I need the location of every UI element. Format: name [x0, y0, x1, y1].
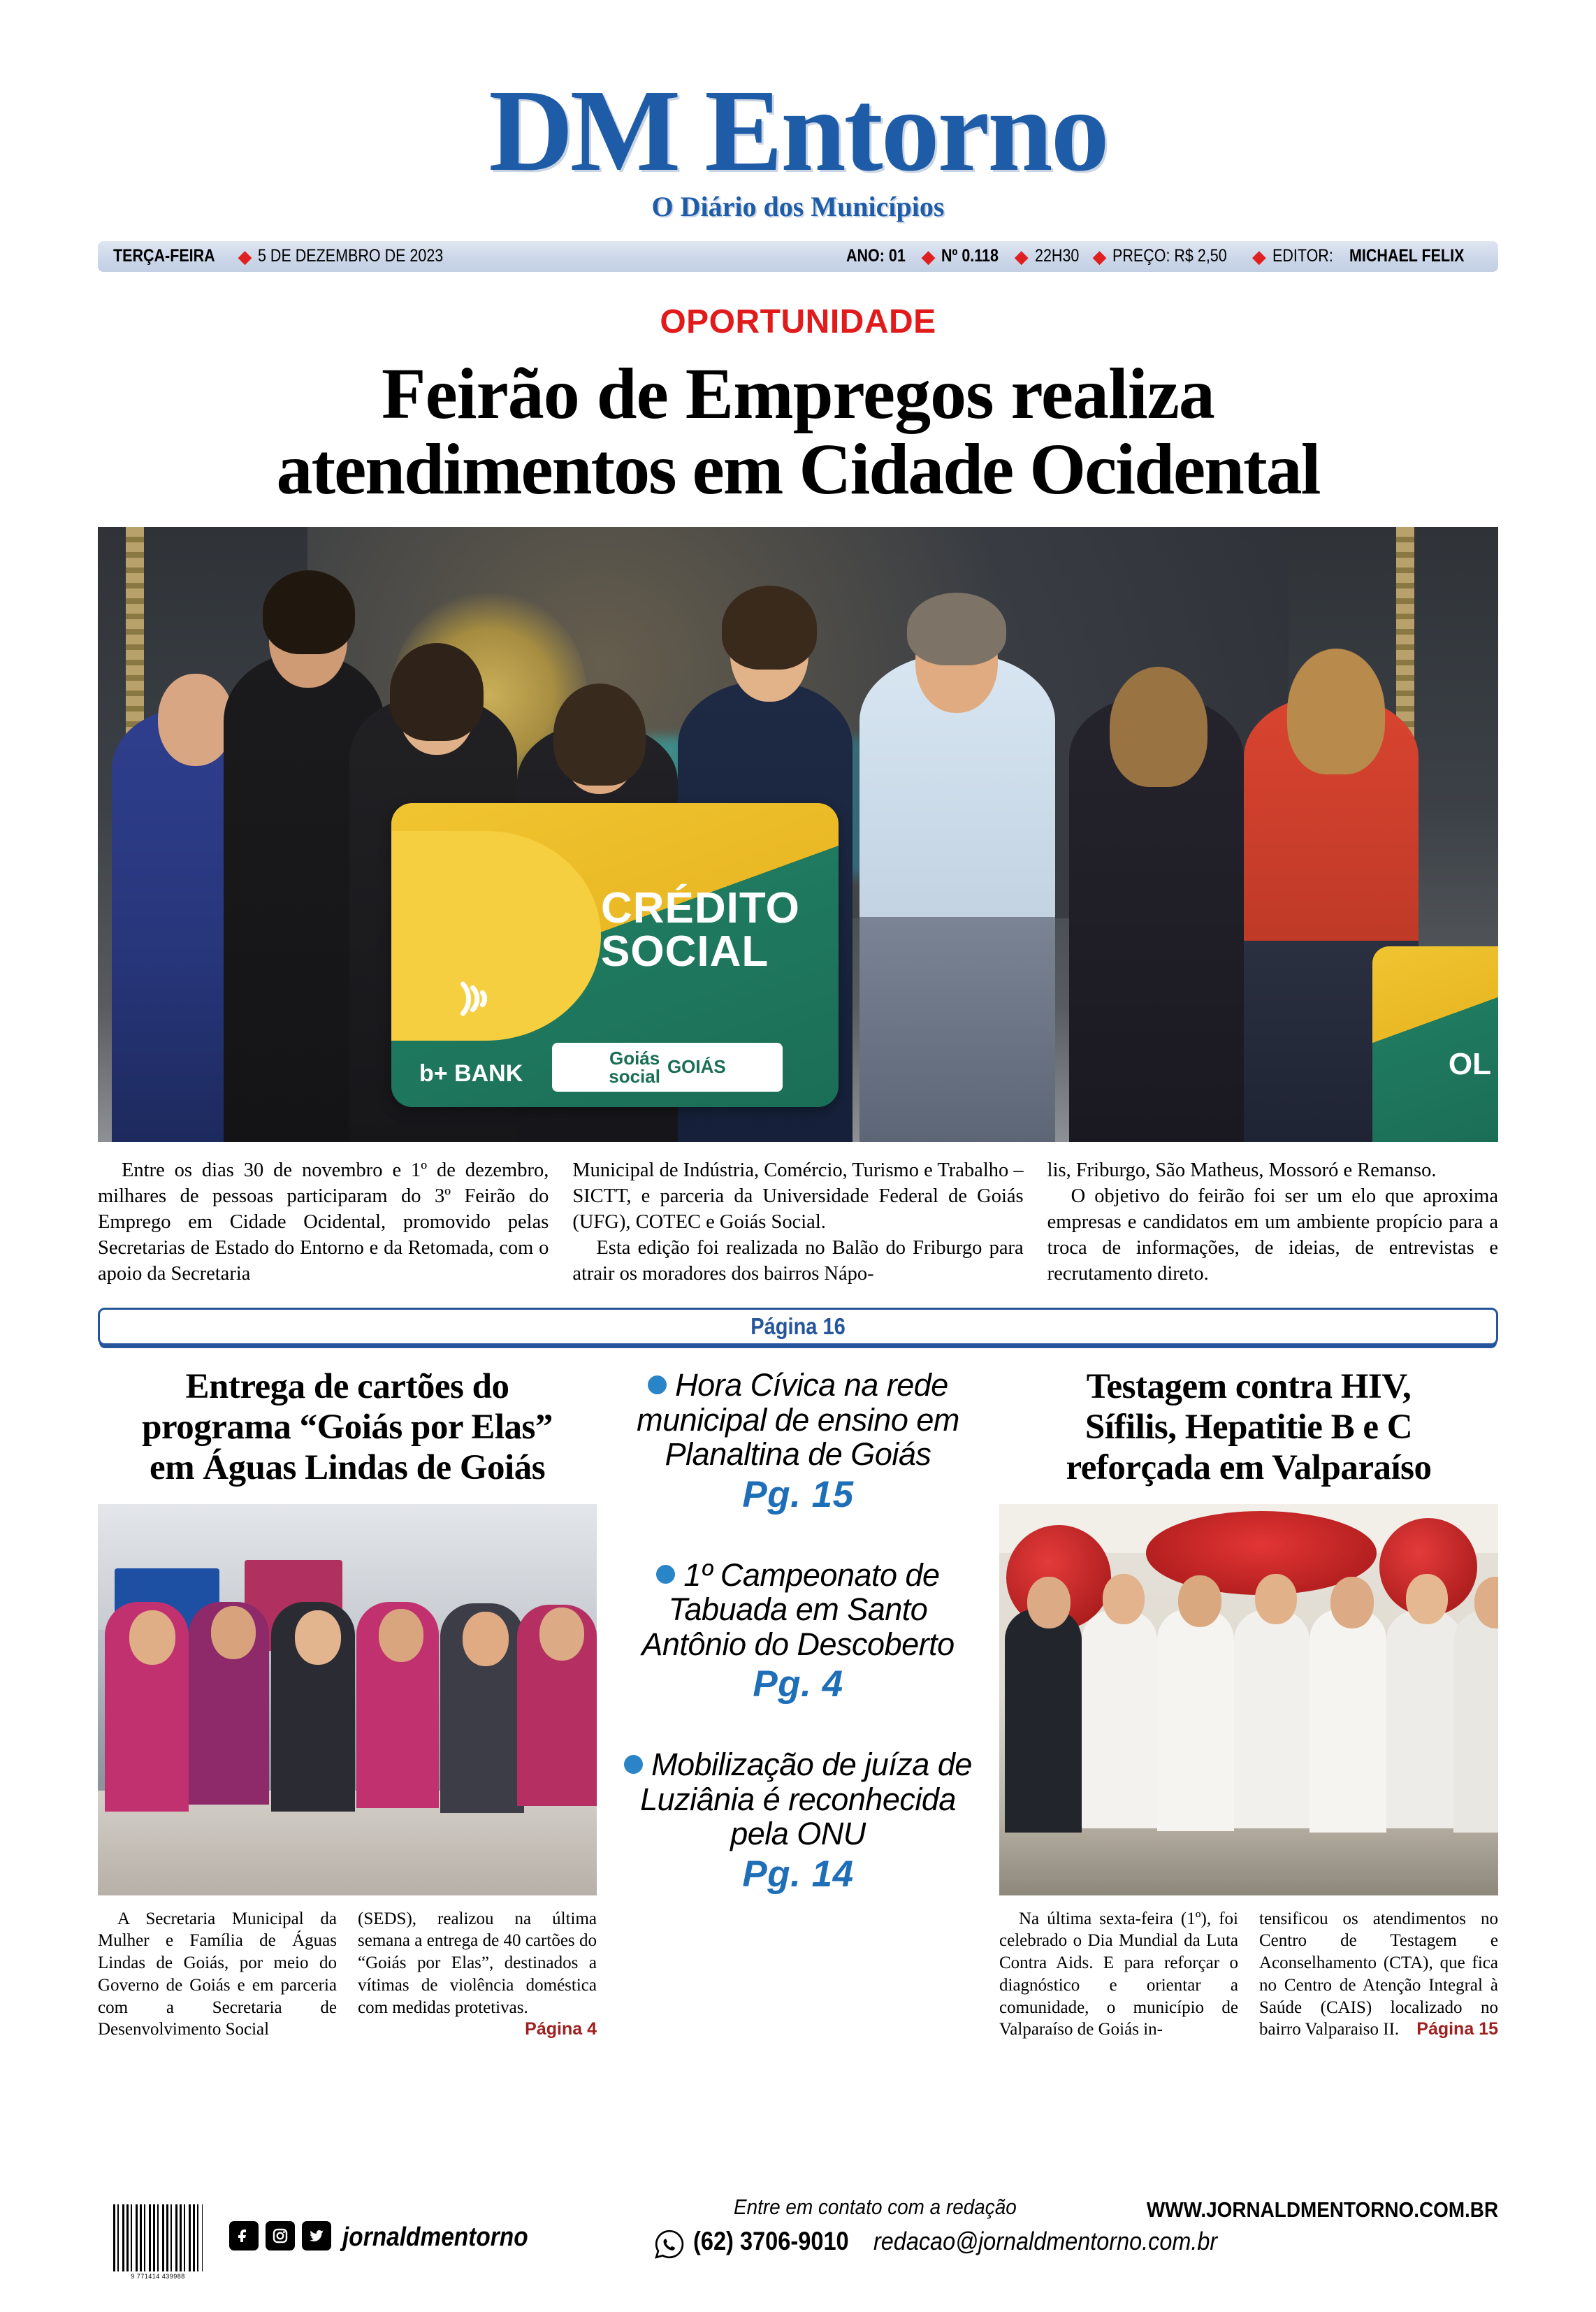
story-right-caption-text: tensificou os atendimentos no Centro de Testagem e Aconselhamento (CTA), que fica no Centro de Atenção Integral à Saúde (CAIS) localizado no bairro Valparaiso II. [1259, 1909, 1498, 2039]
issue-info-bar [98, 241, 1498, 272]
story-left-head-5 [463, 1612, 509, 1666]
bullet-icon [648, 1375, 667, 1394]
card-title-line2: SOCIAL [601, 927, 769, 976]
issue-weekday: TERÇA-FEIRA [113, 246, 215, 266]
diamond-icon: ◆ [238, 245, 252, 267]
story-right-person-5 [1310, 1609, 1386, 1833]
contact-note: Entre em contato com a redação [734, 2195, 1017, 2219]
story-left-caption [98, 1908, 597, 2042]
credito-social-card [391, 803, 839, 1107]
card-title [601, 883, 800, 976]
issue-date: 5 DE DEZEMBRO DE 2023 [258, 246, 444, 266]
story-right-caption-col1: Na última sexta-feira (1º), foi celebrado o Dia Mundial da Luta Contra Aids. E para reforçar o diagnóstico e orientar a comunidade, o município de Valparaíso de Goiás in- [999, 1909, 1238, 2039]
lead-column-2 [572, 1157, 1023, 1287]
lead-headline-line2: atendimentos em Cidade Ocidental [276, 428, 1320, 510]
diamond-icon: ◆ [1252, 245, 1266, 267]
teaser-item-2-page: Pg. 4 [753, 1663, 843, 1705]
contactless-icon [451, 974, 500, 1023]
story-left-headline-line3: em Águas Lindas de Goiás [149, 1448, 546, 1488]
social-handle: jornaldmentorno [342, 2223, 528, 2252]
whatsapp-icon[interactable] [653, 2228, 685, 2260]
photo-person-3-hair [390, 643, 484, 741]
story-left-headline-line1: Entrega de cartões do [185, 1367, 509, 1407]
lead-paragraph-2b: Esta edição foi realizada no Balão do Friburgo para atrair os moradores dos bairros Nápo- [572, 1237, 1024, 1285]
teaser-item-2-label: 1º Campeonato de Tabuada em Santo Antônio do Descoberto [641, 1556, 955, 1662]
photo-person-4-hair [553, 684, 646, 786]
story-left-page-ref: Página 4 [525, 2019, 597, 2039]
twitter-icon[interactable] [302, 2221, 331, 2250]
story-right [999, 1366, 1498, 2041]
story-left-headline-line2: programa “Goiás por Elas” [142, 1408, 553, 1447]
photo-person-7-hair [1110, 667, 1207, 787]
barcode-image [113, 2204, 203, 2271]
goias-social-line1: Goiás [609, 1047, 660, 1069]
story-left-caption-col2 [358, 1908, 597, 2042]
issue-price: PREÇO: R$ 2,50 [1112, 246, 1228, 266]
logo-entorno-text: Entorno [704, 66, 1108, 196]
teaser-item-2[interactable] [622, 1558, 974, 1706]
story-left-caption-text: (SEDS), realizou na última semana a entrega de 40 cartões do “Goiás por Elas”, destinados a vítimas de violência doméstica com medidas protetivas. [358, 1909, 597, 2017]
diamond-icon: ◆ [1092, 245, 1107, 267]
lead-column-3 [1047, 1157, 1498, 1287]
facebook-icon[interactable] [229, 2221, 259, 2250]
bottom-section [98, 1366, 1498, 2041]
card-secondary-text: OL [1448, 1047, 1491, 1082]
story-right-caption [999, 1908, 1498, 2042]
website-url[interactable]: WWW.JORNALDMENTORNO.COM.BR [1146, 2197, 1498, 2222]
goias-social-logo [609, 1049, 660, 1085]
story-right-headline-line3: reforçada em Valparaíso [1066, 1448, 1432, 1488]
barcode-number: 9 771414 439988 [131, 2273, 185, 2280]
photo-person-8-hair [1287, 649, 1385, 774]
teaser-item-2-text [622, 1558, 974, 1662]
story-right-head-1 [1027, 1577, 1071, 1628]
issue-number: Nº 0.118 [941, 246, 999, 266]
lead-paragraph-1: Entre os dias 30 de novembro e 1º de dezembro, milhares de pessoas participaram do 3º Feirão do Emprego em Cidade Ocidental, promovido pelas Secretarias de Estado do Entorno e da Retomada, com o apoio da Secretaria [98, 1159, 549, 1285]
diamond-icon: ◆ [1014, 245, 1029, 267]
story-left [98, 1366, 597, 2041]
editor-label: EDITOR: [1272, 246, 1333, 266]
teaser-item-1-text [622, 1368, 974, 1472]
card-logo-strip [552, 1043, 783, 1092]
issue-year: ANO: 01 [846, 246, 906, 266]
issue-date-group [113, 246, 474, 266]
diamond-icon: ◆ [921, 245, 936, 267]
masthead [98, 0, 1498, 223]
story-left-head-4 [379, 1609, 423, 1662]
social-links [229, 2221, 331, 2250]
lead-paragraph-3a: lis, Friburgo, São Matheus, Mossoró e Remanso. [1047, 1159, 1437, 1181]
teaser-column [622, 1366, 974, 2041]
bullet-icon [624, 1755, 643, 1774]
teaser-item-3-label: Mobilização de juíza de Luziânia é reconhecida pela ONU [640, 1747, 972, 1852]
story-left-head-1 [129, 1610, 175, 1665]
photo-person-6-hair [907, 593, 1006, 665]
lead-paragraph-2a: Municipal de Indústria, Comércio, Turismo e Trabalho – SICTT, e parceria da Universidade Federal de Goiás (UFG), COTEC e Goiás Social. [572, 1159, 1024, 1233]
photo-person-2-hair [263, 570, 355, 654]
photo-person-5-hair [722, 586, 817, 670]
teaser-item-1-label: Hora Cívica na rede municipal de ensino em Planaltina de Goiás [637, 1367, 959, 1473]
bullet-icon [656, 1565, 675, 1584]
newspaper-logo [98, 66, 1498, 196]
story-left-head-3 [295, 1610, 341, 1665]
page-reference-label: Página 16 [750, 1313, 846, 1340]
photo-person-1-head [158, 674, 233, 766]
lead-headline-line1: Feirão de Empregos realiza [382, 353, 1214, 434]
story-right-headline-line2: Sífilis, Hepatitie B e C [1084, 1408, 1413, 1447]
contact-email[interactable]: redacao@jornaldmentorno.com.br [873, 2227, 1218, 2255]
issue-time: 22H30 [1034, 246, 1080, 266]
story-right-head-5 [1330, 1577, 1374, 1628]
story-left-caption-col1: A Secretaria Municipal da Mulher e Família de Águas Lindas de Goiás, por meio do Governo de Goiás e em parceria com a Secretaria de Desenvolvimento Social [98, 1909, 337, 2039]
story-right-person-2 [1082, 1610, 1157, 1828]
story-right-head-2 [1103, 1574, 1145, 1624]
contact-phone[interactable]: (62) 3706-9010 [693, 2227, 849, 2255]
story-right-headline-line1: Testagem contra HIV, [1086, 1367, 1412, 1407]
editor-name: MICHAEL FELIX [1349, 246, 1465, 266]
goias-social-line2: social [609, 1065, 660, 1087]
story-left-head-6 [539, 1607, 584, 1661]
lead-photo [98, 527, 1498, 1142]
card-title-line1: CRÉDITO [601, 883, 800, 932]
story-left-headline [98, 1366, 597, 1488]
story-right-page-ref: Página 15 [1416, 2019, 1498, 2039]
logo-dm-text: DM [488, 66, 678, 196]
story-right-person-4 [1234, 1610, 1310, 1828]
story-right-person-1 [1005, 1609, 1082, 1833]
lead-column-1 [98, 1157, 549, 1287]
story-right-person-7 [1453, 1610, 1498, 1833]
teaser-item-3-page: Pg. 14 [742, 1853, 854, 1895]
story-right-person-6 [1386, 1610, 1462, 1828]
instagram-icon[interactable] [266, 2221, 295, 2250]
page-reference-banner[interactable] [98, 1308, 1498, 1345]
issue-meta-group [846, 246, 1483, 266]
lead-headline [98, 353, 1498, 510]
story-left-photo [98, 1504, 597, 1895]
photo-person-6 [859, 653, 1055, 1142]
lead-paragraph-3b: O objetivo do feirão foi ser um elo que aproxima empresas e candidatos em um ambiente propício para a troca de informações, de ideias, de entrevistas e recrutamento direto. [1047, 1185, 1498, 1285]
story-left-head-2 [211, 1606, 256, 1659]
masthead-tagline: O Diário dos Municípios [651, 190, 945, 222]
footer [98, 2196, 1498, 2294]
story-right-head-3 [1178, 1575, 1221, 1627]
lead-body-columns [98, 1157, 1498, 1287]
credito-social-card-secondary [1372, 946, 1498, 1142]
teaser-item-3[interactable] [622, 1747, 974, 1895]
teaser-item-3-text [622, 1747, 974, 1851]
story-right-head-6 [1406, 1574, 1448, 1624]
story-right-caption-col2 [1259, 1908, 1498, 2042]
card-bank-label: b+ BANK [419, 1060, 523, 1087]
lead-kicker: OPORTUNIDADE [660, 303, 936, 340]
governo-goias-logo: GOIÁS [667, 1056, 726, 1078]
story-right-headline [999, 1366, 1498, 1488]
story-right-person-3 [1157, 1609, 1234, 1831]
teaser-item-1-page: Pg. 15 [742, 1473, 854, 1515]
story-right-photo [999, 1504, 1498, 1895]
teaser-item-1[interactable] [622, 1368, 974, 1516]
story-right-head-4 [1255, 1574, 1297, 1624]
